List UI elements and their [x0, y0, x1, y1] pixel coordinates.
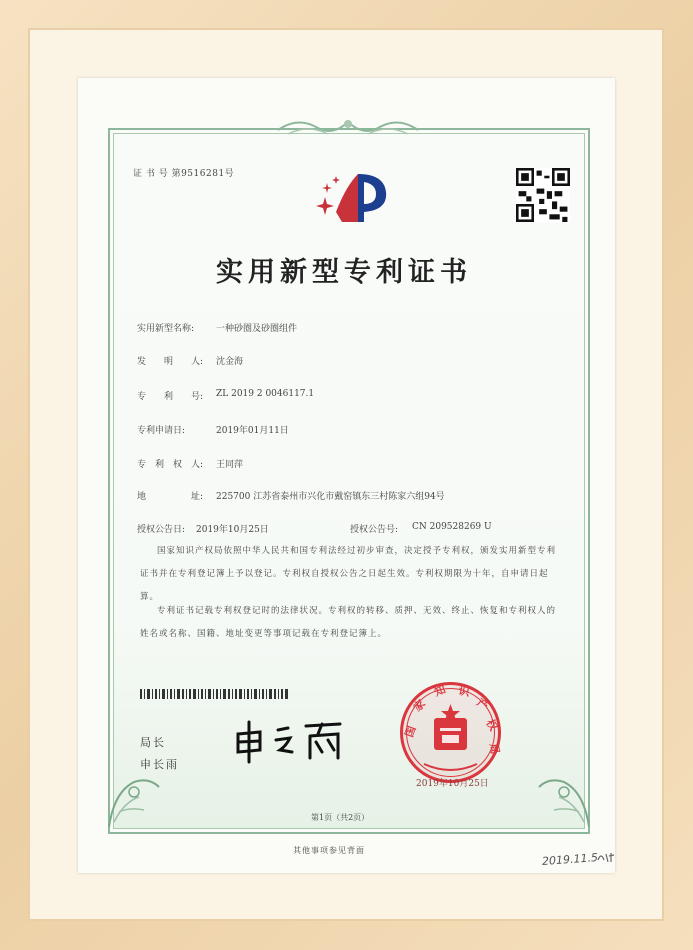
svg-text:权: 权 [483, 717, 501, 734]
address-label: 地 址: [137, 492, 204, 502]
patentee-value: 王同萍 [216, 460, 244, 470]
seal-date: 2019年10月25日 [416, 779, 489, 789]
inventor-value: 沈金海 [216, 357, 244, 367]
grant-number-label: 授权公告号: [350, 525, 399, 535]
official-seal-icon [398, 680, 503, 785]
footer-note: 其他事项参见背面 [293, 846, 365, 855]
certificate-title: 实用新型专利证书 [216, 257, 472, 288]
svg-text:家: 家 [410, 697, 428, 715]
grant-number-value: CN 209528269 U [412, 522, 492, 532]
patent-office-logo-icon [306, 166, 394, 226]
utility-model-name-label: 实用新型名称: [137, 324, 195, 334]
patent-number-value: ZL 2019 2 0046117.1 [216, 389, 315, 399]
svg-text:国: 国 [402, 724, 419, 740]
barcode-icon [140, 689, 290, 699]
certificate-number: 证 书 号 第9516281号 [133, 169, 235, 179]
svg-text:识: 识 [457, 684, 471, 699]
handwritten-date: 2019.11.5 [541, 851, 599, 868]
handwritten-initials [596, 850, 616, 864]
patent-number-label: 专 利 号: [137, 392, 204, 402]
patentee-label: 专 利 权 人: [137, 460, 204, 470]
director-name: 申长雨 [140, 758, 179, 771]
bottom-right-ornament-icon [534, 762, 594, 832]
director-title: 局长 [140, 736, 166, 749]
grant-date-label: 授权公告日: [137, 525, 186, 535]
top-ornament-icon [268, 112, 428, 142]
address-value: 225700 江苏省泰州市兴化市戴窑镇东三村陈家六组94号 [216, 492, 445, 502]
grant-statement-paragraph: 国家知识产权局依照中华人民共和国专利法经过初步审查，决定授予专利权，颁发实用新型专利证书并在专利登记簿上予以登记。专利权自授权公告之日起生效。专利权期限为十年，自申请日起算。 [140, 546, 557, 602]
legal-status-paragraph: 专利证书记载专利权登记时的法律状况。专利权的转移、质押、无效、终止、恢复和专利权人的姓名或名称、国籍、地址变更等事项记载在专利登记簿上。 [140, 606, 557, 639]
director-signature [230, 716, 360, 766]
filing-date-label: 专利申请日: [137, 426, 186, 436]
grant-date-value: 2019年10月25日 [196, 525, 269, 535]
svg-text:产: 产 [474, 695, 491, 713]
qr-code-icon [516, 168, 570, 222]
page-number: 第1页（共2页） [311, 813, 370, 822]
utility-model-name-value: 一种砂圈及砂圈组件 [216, 324, 298, 334]
filing-date-value: 2019年01月11日 [216, 426, 289, 436]
bottom-left-ornament-icon [104, 762, 164, 832]
inventor-label: 发 明 人: [137, 357, 204, 367]
svg-text:知: 知 [432, 682, 448, 699]
svg-text:局: 局 [487, 742, 502, 756]
